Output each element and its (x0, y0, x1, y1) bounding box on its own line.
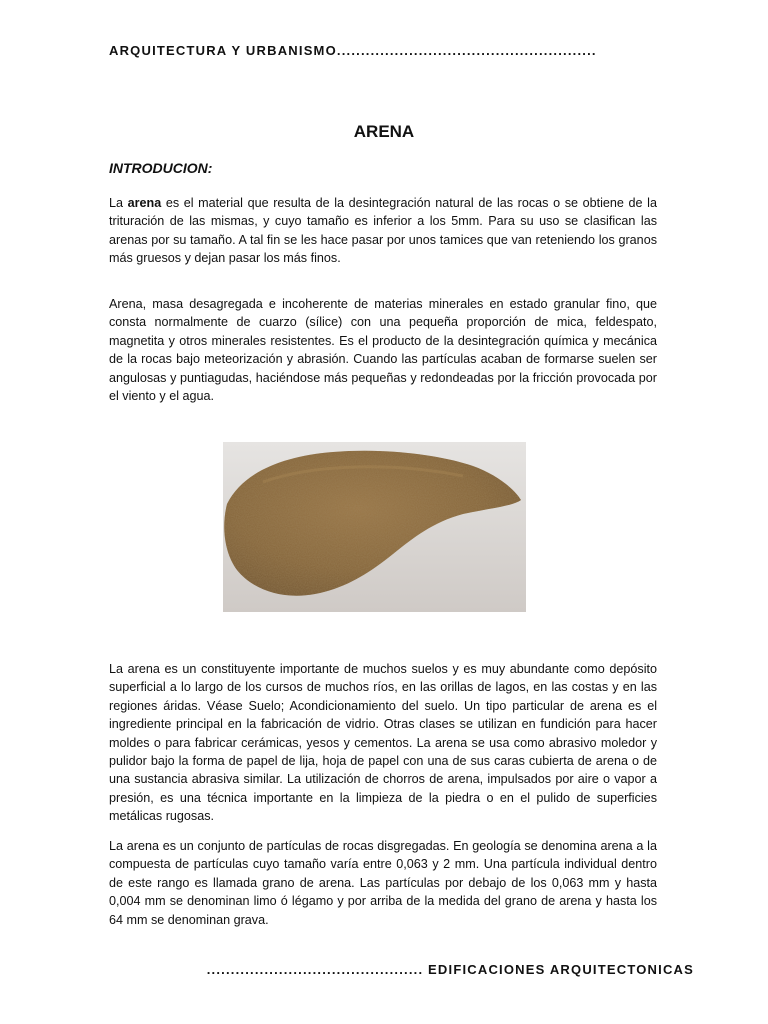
page-footer: ............................................. EDIFICACIONES ARQUITECTONICAS (206, 962, 694, 977)
paragraph-text: La (109, 196, 128, 210)
paragraph-text: es el material que resulta de la desintegración natural de las rocas o se obtiene de la trituración de las mismas, y cuyo tamaño es inferior a los 5mm. Para su uso se clasifican las arenas por su tamaño. A tal fin se les hace pasar por unos tamices que van reteniendo los granos más gruesos y dejan pasar los más finos. (109, 196, 657, 266)
page-header: ARQUITECTURA Y URBANISMO...................................................... (109, 43, 597, 58)
paragraph-uses: La arena es un constituyente importante de muchos suelos y es muy abundante como depósito superficial a lo largo de los cursos de muchos ríos, en las orillas de lagos, en las costas y en las regiones áridas. Véase Suelo; Acondicionamiento del suelo. Un tipo particular de arena es el ingrediente principal en la fabricación de vidrio. Otras clases se utilizan en fundición para hacer moldes o para fabricar cerámicas, yesos y cementos. La arena se usa como abrasivo moledor y pulidor bajo la forma de papel de lija, hoja de papel con una de sus caras cubierta de arena o de una sustancia abrasiva similar. La utilización de chorros de arena, impulsados por aire o vapor a presión, es una técnica importante en la limpieza de la piedra o en el pulido de superficies metálicas rugosas. (109, 662, 657, 824)
sand-pile-image (223, 442, 526, 612)
bold-term: arena (127, 196, 162, 210)
paragraph-composition: Arena, masa desagregada e incoherente de materias minerales en estado granular fino, que consta normalmente de cuarzo (sílice) con una pequeña proporción de mica, feldespato, magnetita y otros minerales resistentes. Es el producto de la desintegración química y mecánica de la rocas bajo meteorización y abrasión. Cuando las partículas acaban de formarse suelen ser angulosas y puntiagudas, haciéndose más pequeñas y redondeadas por la fricción provocada por el viento y el agua. (109, 297, 657, 404)
paragraph-geology: La arena es un conjunto de partículas de rocas disgregadas. En geología se denomina arena a la compuesta de partículas cuyo tamaño varía entre 0,063 y 2 mm. Una partícula individual dentro de este rango es llamada grano de arena. Las partículas por debajo de los 0,063 mm y hasta 0,004 mm se denominan limo ó légamo y por arriba de la medida del grano de arena y hasta los 64 mm se denominan grava. (109, 839, 657, 927)
document-title: ARENA (353, 122, 415, 141)
sand-photo (223, 442, 526, 612)
section-heading: INTRODUCION: (109, 160, 213, 176)
paragraph-definition (109, 194, 657, 268)
